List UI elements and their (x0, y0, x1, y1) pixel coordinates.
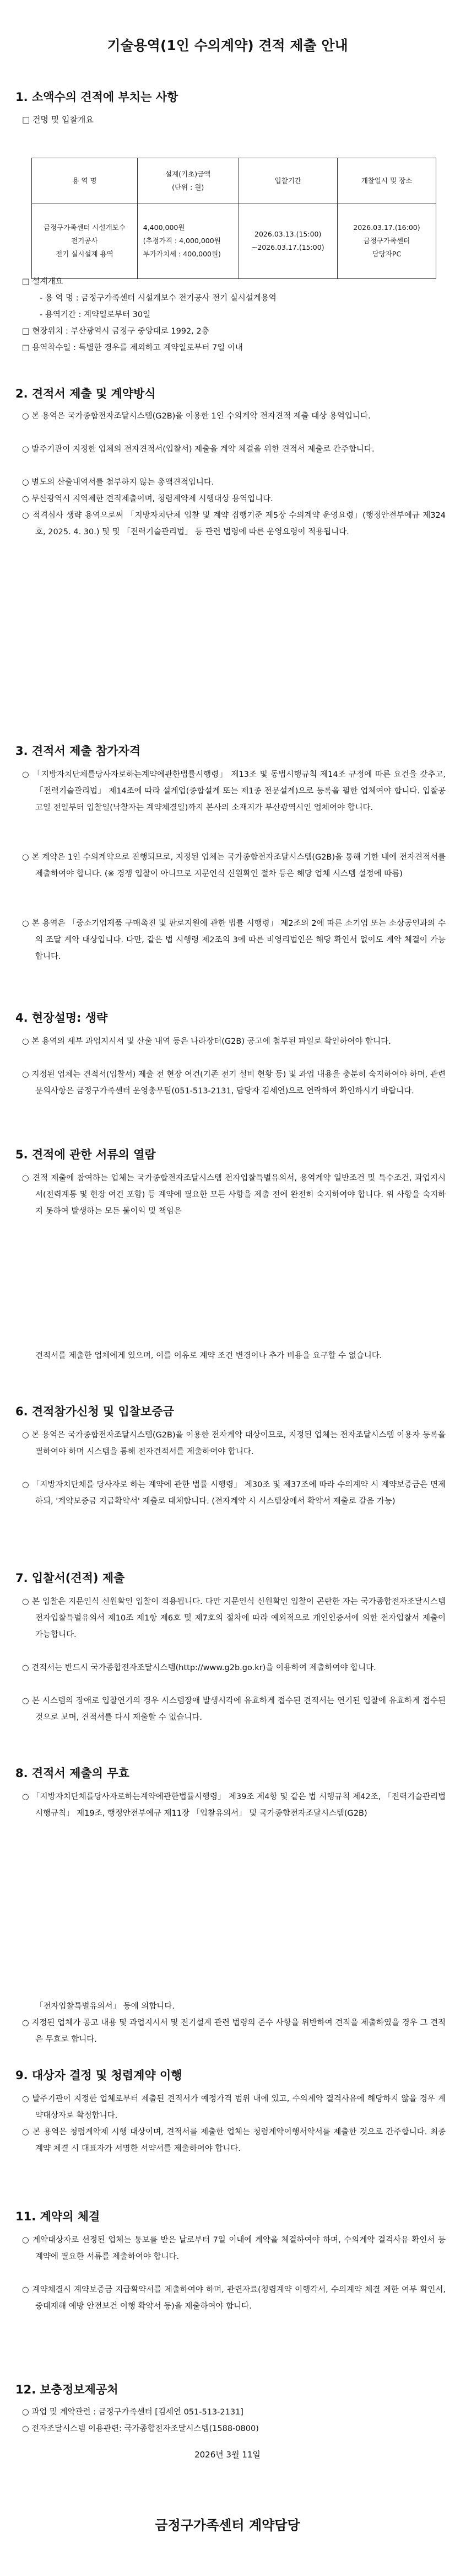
section-3-heading: 3. 견적서 제출 참가자격 (15, 744, 141, 758)
section-1-subheading: □ 건명 및 입찰개요 (22, 115, 94, 125)
section-9-para: ○ 본 용역은 청렴계약제 시행 대상이며, 견적서를 제출한 업체는 청렴계약이행서약서를 제출한 것으로 간주합니다. 최종 계약 체결 시 대표자가 서명한 서약서를 제출하여야 합니다. (22, 2128, 446, 2153)
section-2-para: ○ 별도의 산출내역서를 첨부하지 않는 총액견적입니다. (22, 478, 214, 487)
section-2-para: ○ 본 용역은 국가종합전자조달시스템(G2B)을 이용한 1인 수의계약 전자견적 제출 대상 용역입니다. (22, 412, 371, 421)
section-5-para: ○ 견적 제출에 참여하는 업체는 국가종합전자조달시스템 전자입찰특별유의서, 용역계약 일반조건 및 특수조건, 과업지시서(전력계통 및 현장 여건 포함) 등 계약에 필요한 모든 사항을 제출 전에 완전히 숙지하여야 합니다. 위 사항을 숙지하지 못하여 발생하는 모든 불이익 및 책임은 (22, 1174, 446, 1216)
table-header-cell: 개찰일시 및 장소 (337, 158, 436, 203)
section-3-para: ○ 「지방자치단체를당사자로하는계약에관한법률시행령」 제13조 및 동법시행규칙 제14조 규정에 따른 요건을 갖추고, 「전력기술관리법」 제14조에 따라 설계업(종합설계 또는 제1종 전문설계)으로 등록을 필한 업체여야 합니다. 입찰공고일 전일부터 입찰일(낙찰자는 계약체결일)까지 본사의 소재지가 부산광역시인 업체여야 합니다. (22, 770, 446, 812)
section-5-para-continued: 견적서를 제출한 업체에게 있으며, 이를 이유로 계약 조건 변경이나 추가 비용을 요구할 수 없습니다. (35, 1351, 382, 1360)
table-cell-opening: 2026.03.17.(16:00) 금정구가족센터 담당자PC (337, 203, 436, 279)
section-6-para: ○ 본 용역은 국가종합전자조달시스템(G2B)을 이용한 전자계약 대상이므로, 지정된 업체는 전자조달시스템 이용자 등록을 필하여야 하며 시스템을 통해 전자견적서를 제출하여야 합니다. (22, 1431, 446, 1456)
section-8-para: ○ 지정된 업체가 공고 내용 및 과업지시서 및 전기설계 관련 법령의 준수 사항을 위반하여 견적을 제출하였을 경우 그 견적은 무효로 합니다. (22, 2019, 446, 2044)
contract-overview-table (31, 158, 436, 279)
table-header-cell: 용 역 명 (32, 158, 138, 203)
section-7-para: ○ 견적서는 반드시 국가종합전자조달시스템(http://www.g2b.go.kr)을 이용하여 제출하여야 합니다. (22, 1663, 376, 1672)
section-4-heading: 4. 현장설명: 생략 (15, 1011, 108, 1024)
issuing-organization: 금정구가족센터 계약담당 (155, 2518, 300, 2533)
design-overview-service-name: - 용 역 명 : 금정구가족센터 시설개보수 전기공사 전기 실시설계용역 (40, 294, 277, 303)
section-11-para: ○ 계약체결시 계약보증금 지급확약서를 제출하여야 하며, 관련자료(청렴계약 이행각서, 수의계약 체결 제한 여부 확인서, 중대재해 예방 안전보건 이행 확약서 등)을 제출하여야 합니다. (22, 2285, 446, 2311)
section-2-para: ○ 적격심사 생략 용역으로써 「지방자치단체 입찰 및 계약 집행기준 제5장 수의계약 운영요령」(행정안전부예규 제324호, 2025. 4. 30.) 및 및 「전력기술관리법」 등 관련 법령에 따른 운영요령이 적용됩니다. (22, 511, 446, 536)
table-header-cell: 설계(기초)금액 (단위 : 원) (137, 158, 239, 203)
start-date-note: □ 용역착수일 : 특별한 경우를 제외하고 계약일로부터 7일 이내 (22, 344, 243, 352)
document-date: 2026년 3월 11일 (194, 2450, 261, 2460)
section-12-heading: 12. 보충정보제공처 (15, 2383, 118, 2396)
section-7-heading: 7. 입찰서(견적) 제출 (15, 1571, 125, 1585)
section-3-para: ○ 본 계약은 1인 수의계약으로 진행되므로, 지정된 업체는 국가종합전자조달시스템(G2B)을 통해 기한 내에 전자견적서를 제출하여야 합니다. (※ 경쟁 입찰이 아니므로 지문인식 신원확인 절차 등은 해당 업체 시스템 설정에 따름) (22, 853, 446, 878)
table-row (32, 203, 436, 279)
table-cell-service-name: 금정구가족센터 시설개보수 전기공사 전기 실시설계 용역 (32, 203, 138, 279)
section-6-para: ○ 「지방자치단체를 당사자로 하는 계약에 관한 법률 시행령」 제30조 및 제37조에 따라 수의계약 시 계약보증금은 면제하되, '계약보증금 지급확약서' 제출로 대체합니다. (전자계약 시 시스템상에서 확약서 제출로 갈음 가능) (22, 1480, 446, 1506)
design-overview-period: - 용역기간 : 계약일로부터 30일 (40, 310, 151, 319)
table-cell-amount: 4,400,000원 (추정가격 : 4,000,000원 부가가치세 : 400,000원) (137, 203, 239, 279)
section-11-para: ○ 계약대상자로 선정된 업체는 통보를 받은 날로부터 7일 이내에 계약을 체결하여야 하며, 수의계약 결격사유 확인서 등 계약에 필요한 서류를 제출하여야 합니다. (22, 2236, 446, 2261)
section-9-heading: 9. 대상자 결정 및 청렴계약 이행 (15, 2069, 182, 2082)
section-7-para: ○ 본 시스템의 장애로 입찰연기의 경우 시스템장애 발생시각에 유효하게 접수된 견적서는 연기된 입찰에 유효하게 접수된 것으로 보며, 견적서를 다시 제출할 수 없습니다. (22, 1697, 446, 1722)
section-7-para: ○ 본 입찰은 지문인식 신원확인 입찰이 적용됩니다. 다만 지문인식 신원확인 입찰이 곤란한 자는 국가종합전자조달시스템 전자입찰특별유의서 제10조 제1항 제6호 및 제7호의 절차에 따라 예외적으로 개인인증서에 의한 전자입찰서 제출이 가능합니다. (22, 1597, 446, 1639)
section-8-para: ○ 「지방자치단체를당사자로하는계약에관한법률시행령」 제39조 제4항 및 같은 법 시행규칙 제42조, 「전력기술관리법 시행규칙」 제19조, 행정안전부예규 제11장 「입찰유의서」 및 국가종합전자조달시스템(G2B) (22, 1793, 446, 1818)
contact-item: ○ 전자조달시스템 이용관련: 국가종합전자조달시스템(1588-0800) (22, 2424, 259, 2433)
contact-item: ○ 과업 및 계약관련 : 금정구가족센터 [김세연 051-513-2131] (22, 2408, 243, 2417)
section-5-heading: 5. 견적에 관한 서류의 열람 (15, 1148, 156, 1161)
section-8-para-continued: 「전자입찰특별유의서」 등에 의합니다. (35, 2002, 175, 2011)
section-2-heading: 2. 견적서 제출 및 계약방식 (15, 387, 156, 400)
section-4-para: ○ 지정된 업체는 견적서(입찰서) 제출 전 현장 여건(기존 전기 설비 현황 등) 및 과업 내용을 충분히 숙지하여야 하며, 관련 문의사항은 금정구가족센터 운영총무팀(051-513-2131, 담당자 김세연)으로 연락하여 확인하시기 바랍니다. (22, 1070, 446, 1096)
section-3-para: ○ 본 용역은 「중소기업제품 구매촉진 및 판로지원에 관한 법률 시행령」 제2조의 2에 따른 소기업 또는 소상공인과의 수의 조달 계약 대상입니다. 다만, 같은 법 시행령 제2조의 3에 따른 비영리법인은 해당 확인서 없이도 계약 체결이 가능합니다. (22, 919, 446, 961)
table-header-row (32, 158, 436, 203)
section-2-para: ○ 부산광역시 지역제한 견적제출이며, 청렴계약제 시행대상 용역입니다. (22, 495, 273, 503)
section-8-heading: 8. 견적서 제출의 무효 (15, 1767, 129, 1780)
table-header-cell: 입찰기간 (239, 158, 337, 203)
table-cell-period: 2026.03.13.(15:00) ~2026.03.17.(15:00) (239, 203, 337, 279)
page-title: 기술용역(1인 수의계약) 견적 제출 안내 (107, 37, 348, 53)
site-location: □ 현장위치 : 부산광역시 금정구 중앙대로 1992, 2층 (22, 327, 209, 336)
section-9-para: ○ 발주기관이 지정한 업체로부터 제출된 견적서가 예정가격 범위 내에 있고, 수의계약 결격사유에 해당하지 않을 경우 계약대상자로 확정합니다. (22, 2095, 446, 2120)
section-2-para: ○ 발주기관이 지정한 업체의 전자견적서(입찰서) 제출을 계약 체결을 위한 견적서 제출로 간주합니다. (22, 445, 375, 454)
section-11-heading: 11. 계약의 체결 (15, 2210, 100, 2223)
section-4-para: ○ 본 용역의 세부 과업지시서 및 산출 내역 등은 나라장터(G2B) 공고에 첨부된 파일로 확인하여야 합니다. (22, 1037, 391, 1046)
design-overview-label: □ 설계개요 (22, 277, 63, 286)
section-6-heading: 6. 견적참가신청 및 입찰보증금 (15, 1405, 174, 1418)
section-1-heading: 1. 소액수의 견적에 부치는 사항 (15, 90, 178, 104)
